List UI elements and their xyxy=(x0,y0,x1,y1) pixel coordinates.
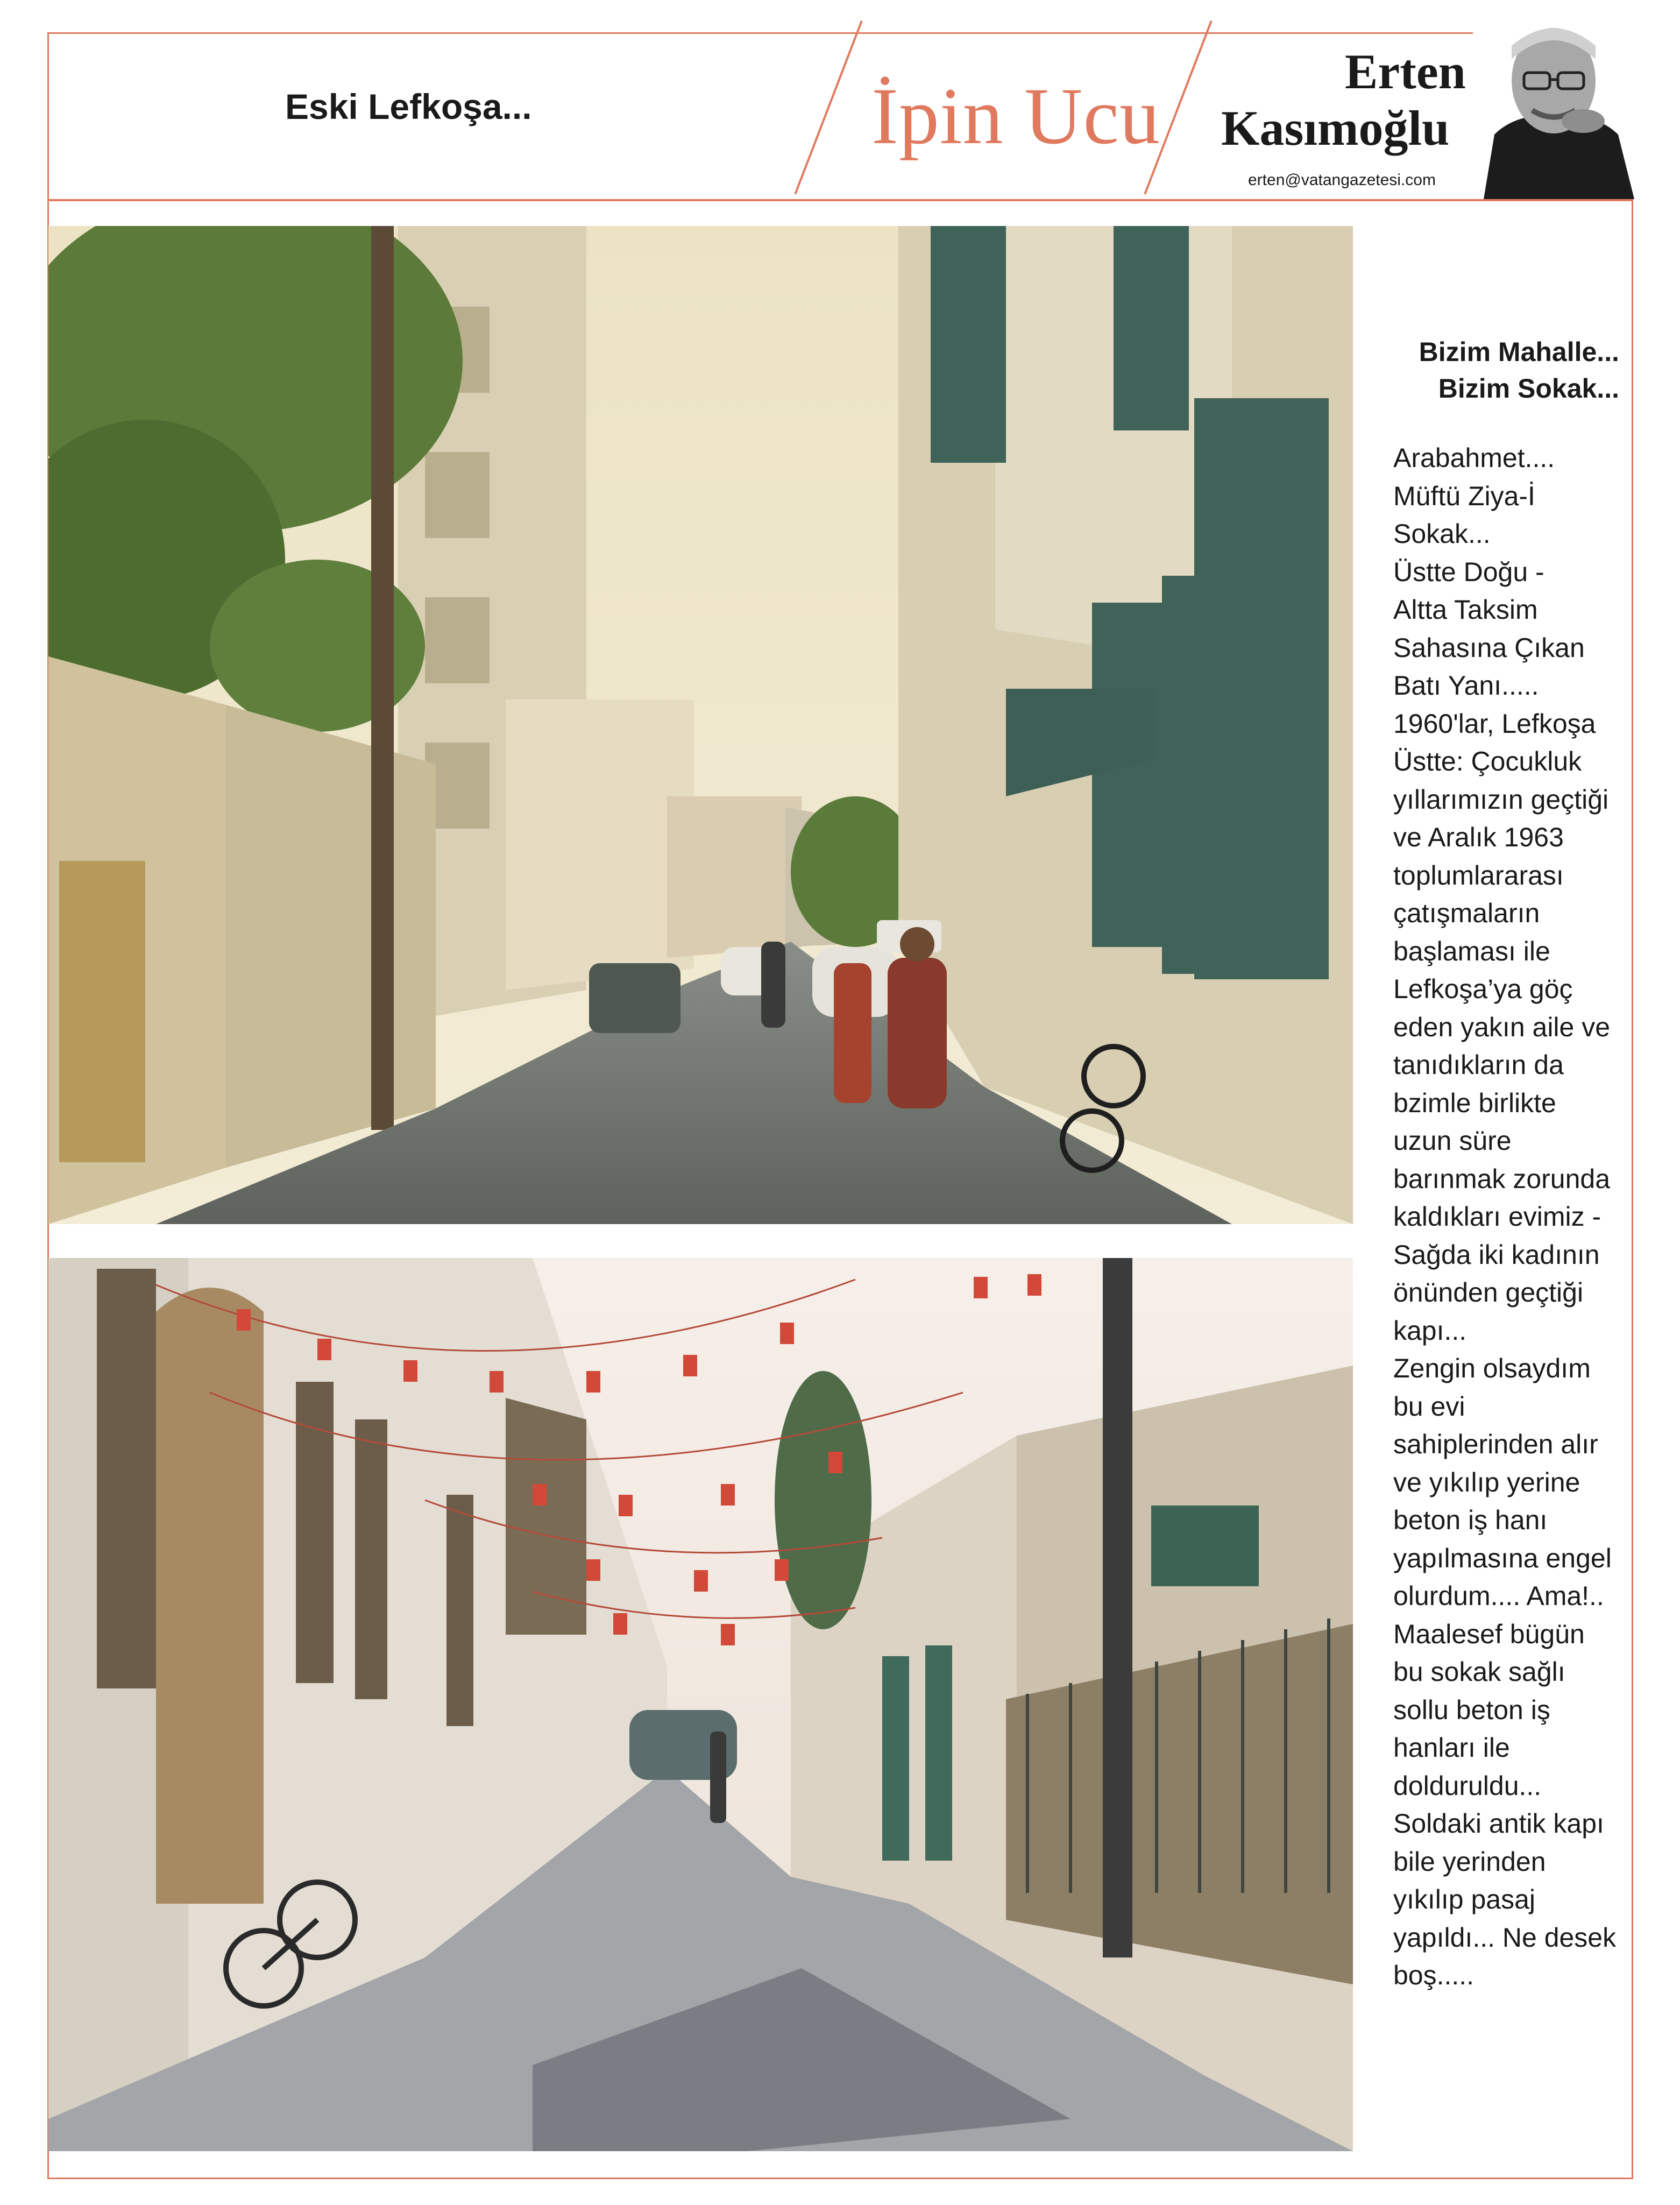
author-last-name: Kasımoğlu xyxy=(1221,101,1450,156)
section-label: Eski Lefkoşa... xyxy=(285,87,532,126)
bottom-photo xyxy=(48,1258,1353,2151)
author-first-name: Erten xyxy=(1345,44,1466,99)
article-column xyxy=(1393,334,1619,1995)
column-title: İpin Ucu xyxy=(871,72,1161,161)
top-photo xyxy=(48,226,1353,1224)
author-email[interactable]: erten@vatangazetesi.com xyxy=(1248,171,1436,189)
author-portrait xyxy=(1473,0,1634,199)
header-divider xyxy=(47,199,1633,201)
article-body: Arabahmet.... Müftü Ziya-İ Sokak... Üstte Doğu - Altta Taksim Sahasına Çıkan Batı Yanı..... 1960'lar, Lefkoşa Üstte: Çocukluk yıllarımızın geçtiği ve Aralık 1963 toplumlararası çatışmaların başlaması ile Lefkoşa’ya göç eden yakın aile ve tanıdıkların da bzimle birlikte uzun süre barınmak zorunda kaldıkları evimiz - Sağda iki kadının önünden geçtiği kapı... Zengin olsaydım bu evi sahiplerinden alır ve yıkılıp yerine beton iş hanı yapılmasına engel olurdum.... Ama!.. Maalesef bügün bu sokak sağlı sollu beton iş hanları ile dolduruldu... Soldaki antik kapı bile yerinden yıkılıp pasaj yapıldı... Ne desek boş..... xyxy=(1393,443,1617,1990)
article-heading: Bizim Mahalle... Bizim Sokak... xyxy=(1419,337,1619,404)
